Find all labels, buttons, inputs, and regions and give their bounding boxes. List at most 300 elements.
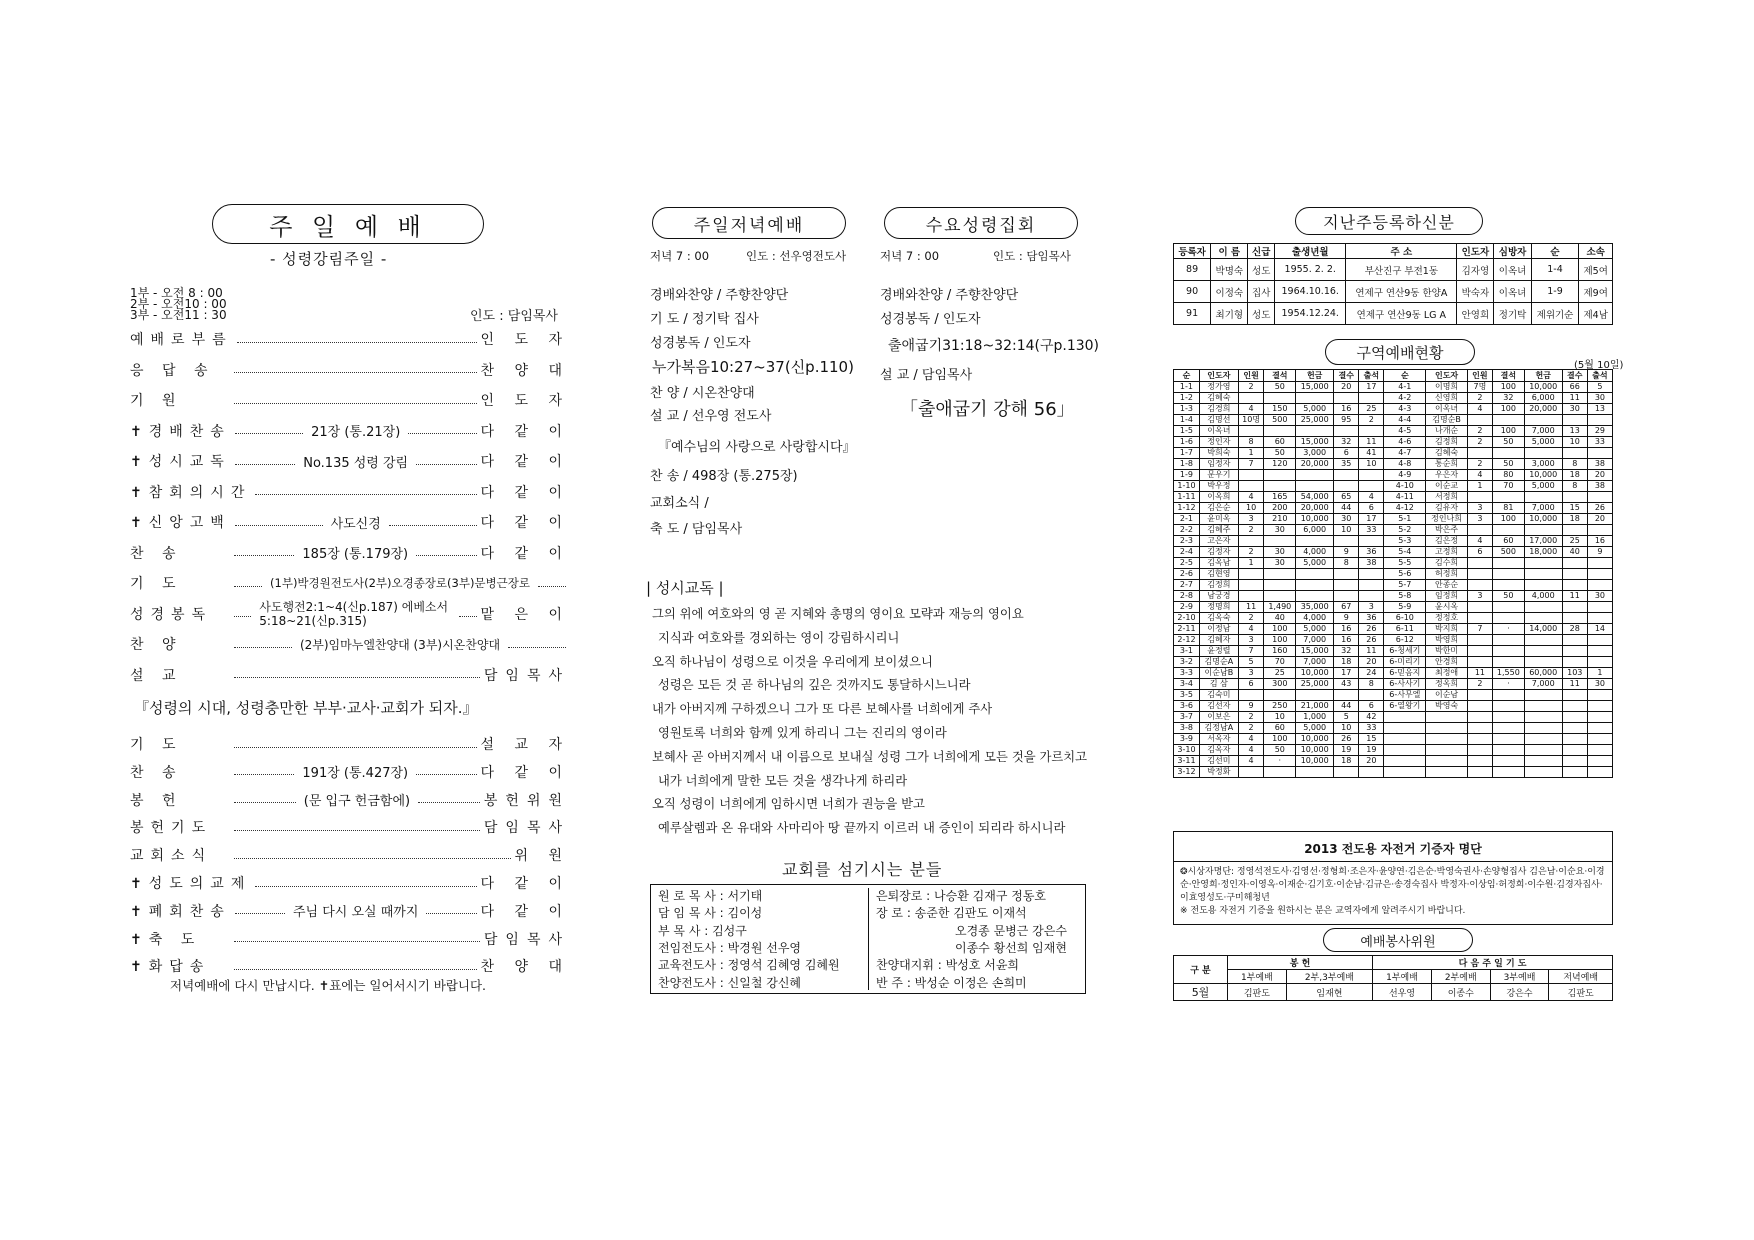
leader-dots [234, 403, 477, 404]
table-cell: 1-7 [1174, 448, 1200, 459]
table-cell: 9 [1587, 547, 1612, 558]
table-cell: 고정희 [1426, 547, 1468, 558]
table-cell [1492, 712, 1524, 723]
table-cell [1467, 448, 1492, 459]
table-cell [1524, 756, 1562, 767]
table-cell: 4 [1467, 404, 1492, 415]
table-cell: 3-5 [1174, 690, 1200, 701]
table-cell: 100 [1492, 426, 1524, 437]
district-header: 인원 [1467, 370, 1492, 382]
table-cell: 3 [1467, 591, 1492, 602]
table-cell: 25 [1264, 668, 1296, 679]
table-cell [1587, 613, 1612, 624]
table-cell: 7 [1238, 646, 1264, 657]
program-label: 찬 송 [130, 545, 183, 562]
table-cell: 최기형 [1211, 303, 1248, 325]
table-row [1174, 745, 1613, 756]
service-committee-title: 예배봉사위원 [1323, 928, 1473, 952]
table-cell: 28 [1562, 624, 1587, 635]
table-cell [1524, 602, 1562, 613]
table-cell: 11 [1467, 668, 1492, 679]
program-label: ✝신앙고백 [130, 515, 231, 531]
table-cell [1359, 393, 1384, 404]
table-cell: 우은자 [1426, 470, 1468, 481]
table-cell: 21,000 [1296, 701, 1334, 712]
table-cell [1426, 734, 1468, 745]
table-cell: 33 [1359, 723, 1384, 734]
program-label: 봉 헌 [130, 792, 183, 809]
table-row [1174, 470, 1613, 481]
program-person: 다 같 이 [480, 454, 570, 470]
table-cell: 김은정 [1426, 536, 1468, 547]
table-cell [1562, 415, 1587, 426]
table-cell: 5-6 [1384, 569, 1426, 580]
table-cell: 20,000 [1524, 404, 1562, 415]
table-cell [1334, 580, 1359, 591]
table-cell: 3,000 [1524, 459, 1562, 470]
table-row [1174, 536, 1613, 547]
leader-dots [255, 494, 476, 495]
table-cell: 3 [1359, 602, 1384, 613]
table-cell: 이순남 [1426, 690, 1468, 701]
table-cell: 2-3 [1174, 536, 1200, 547]
table-cell [1264, 536, 1296, 547]
program-person: 인 도 자 [480, 332, 570, 348]
table-cell [1296, 470, 1334, 481]
table-cell: 7 [1238, 459, 1264, 470]
table-cell: 이옥희 [1199, 492, 1238, 503]
program-label: 예배로부름 [130, 332, 233, 348]
table-cell: 32 [1492, 393, 1524, 404]
table-cell: 30 [1562, 404, 1587, 415]
table-cell: 10,000 [1296, 668, 1334, 679]
table-cell [1562, 734, 1587, 745]
table-cell [1359, 569, 1384, 580]
table-cell: 박우정 [1199, 481, 1238, 492]
reading-line: 예루살렘과 온 유대와 사마리아 땅 끝까지 이르러 내 증인이 되리라 하시니라 [658, 821, 1066, 836]
table-cell: 5-4 [1384, 547, 1426, 558]
wednesday-service-title: 수요성령집회 [884, 207, 1078, 239]
left-footer: 저녁예배에 다시 만납시다. ✝표에는 일어서시기 바랍니다. [170, 978, 487, 993]
table-cell: 정인자 [1199, 437, 1238, 448]
program-label: 찬 양 [130, 637, 183, 653]
table-cell: 13 [1587, 404, 1612, 415]
table-cell: 4,000 [1524, 591, 1562, 602]
table-cell: 제5여 [1579, 259, 1613, 281]
reading-line: 보혜사 곧 아버지께서 내 이름으로 보내실 성령 그가 너희에게 모든 것을 가르치고 [652, 749, 1087, 764]
table-cell [1467, 613, 1492, 624]
table-row [1174, 580, 1613, 591]
table-cell: 9 [1238, 701, 1264, 712]
table-cell: 10 [1562, 437, 1587, 448]
table-cell: 1-11 [1174, 492, 1200, 503]
table-cell: 연제구 연산9동 한양A [1346, 281, 1457, 303]
program-person: 설 교 자 [480, 737, 570, 753]
program-detail: 사도신경 [327, 513, 385, 532]
table-cell [1334, 690, 1359, 701]
table-cell: 26 [1359, 635, 1384, 646]
table-cell [1334, 591, 1359, 602]
table-cell [1467, 580, 1492, 591]
table-cell: 80 [1492, 470, 1524, 481]
table-cell: 김정희 [1199, 580, 1238, 591]
table-cell [1492, 646, 1524, 657]
program-label: 기 원 [130, 393, 183, 409]
table-cell: 4-1 [1384, 382, 1426, 393]
table-cell: 정인나희 [1426, 514, 1468, 525]
service-name: 이종수 [1431, 984, 1490, 1001]
table-cell: 11 [1562, 393, 1587, 404]
program-person: 찬 양 대 [480, 362, 570, 379]
table-cell: 5,000 [1524, 437, 1562, 448]
table-cell: 3-11 [1174, 756, 1200, 767]
table-cell: 70 [1264, 657, 1296, 668]
table-cell: 10 [1334, 525, 1359, 536]
reading-line: 성령은 모든 것 곧 하나님의 깊은 것까지도 통달하시느니라 [658, 678, 971, 693]
table-cell: 4,000 [1296, 613, 1334, 624]
table-cell: 이정남 [1199, 624, 1238, 635]
program-person: 담임목사 [483, 667, 570, 684]
table-cell: 6-믿음지 [1384, 668, 1426, 679]
table-cell: 4-2 [1384, 393, 1426, 404]
program-person: 다 같 이 [480, 484, 570, 501]
table-cell: 김 삼 [1199, 679, 1238, 690]
table-cell: 8 [1562, 459, 1587, 470]
table-cell: 35,000 [1296, 602, 1334, 613]
wednesday-line: 출애굽기31:18~32:14(구p.130) [888, 338, 1100, 354]
table-cell: 89 [1174, 259, 1211, 281]
program-label: 설 교 [130, 667, 183, 684]
table-row [1174, 734, 1613, 745]
table-cell: 18 [1562, 514, 1587, 525]
table-cell [1467, 635, 1492, 646]
program-row [130, 389, 570, 411]
table-cell: 남궁경 [1199, 591, 1238, 602]
table-cell [1524, 690, 1562, 701]
table-cell [1238, 591, 1264, 602]
table-cell [1524, 492, 1562, 503]
program-detail: 191장 (통.427장) [298, 762, 412, 781]
program-person: 다 같 이 [480, 545, 571, 562]
program-label: ✝축 도 [130, 931, 202, 948]
table-cell: 1-1 [1174, 382, 1200, 393]
table-cell: 김수희 [1426, 558, 1468, 569]
table-cell [1426, 745, 1468, 756]
table-cell: 1-8 [1174, 459, 1200, 470]
district-header: 인원 [1238, 370, 1264, 382]
newcomers-header: 신급 [1248, 244, 1275, 259]
table-cell [1238, 690, 1264, 701]
table-cell: 이옥녀 [1494, 281, 1531, 303]
servant-entry: 교육전도사 : 정영석 김혜영 김혜원 [658, 958, 840, 973]
table-cell: 2 [1238, 712, 1264, 723]
table-cell: 성도 [1248, 259, 1275, 281]
table-cell [1562, 690, 1587, 701]
table-cell: 44 [1334, 701, 1359, 712]
table-row [1174, 303, 1613, 325]
table-cell: 150 [1264, 404, 1296, 415]
table-cell: 19 [1359, 745, 1384, 756]
program-person: 다 같 이 [480, 903, 571, 920]
table-cell [1562, 558, 1587, 569]
table-cell [1384, 734, 1426, 745]
table-cell: 1-2 [1174, 393, 1200, 404]
table-cell [1264, 569, 1296, 580]
table-cell: 100 [1492, 404, 1524, 415]
servant-entry: 오경종 문병근 강은수 [955, 923, 1067, 938]
table-cell: 3 [1238, 635, 1264, 646]
table-cell: 임정자 [1199, 459, 1238, 470]
table-cell [1467, 756, 1492, 767]
district-header: 결석 [1264, 370, 1296, 382]
table-cell: 1,490 [1264, 602, 1296, 613]
program-person: 찬 양 대 [480, 959, 570, 976]
table-cell: 6-사사기 [1384, 679, 1426, 690]
table-cell: 6 [1359, 701, 1384, 712]
wednesday-sermon: 「출애굽기 강해 56」 [900, 399, 1075, 420]
table-cell [1587, 734, 1612, 745]
table-cell [1359, 481, 1384, 492]
program-detail: (2부)임마누엘찬양대 (3부)시온찬양대 [296, 636, 504, 653]
table-cell: 3-1 [1174, 646, 1200, 657]
table-cell: 1-4 [1174, 415, 1200, 426]
table-cell: 4 [1238, 624, 1264, 635]
table-cell: 2-10 [1174, 613, 1200, 624]
table-cell: 4,000 [1296, 547, 1334, 558]
table-cell: 25,000 [1296, 679, 1334, 690]
table-cell [1524, 767, 1562, 778]
table-cell: 32 [1334, 437, 1359, 448]
table-cell [1467, 569, 1492, 580]
program-detail: 185장 (통.179장) [298, 543, 412, 562]
program-person: 다 같 이 [480, 876, 570, 892]
table-row [1174, 393, 1613, 404]
wednesday-line: 성경봉독 / 인도자 [880, 312, 981, 327]
table-cell [1492, 635, 1524, 646]
program-row [130, 420, 570, 442]
reading-line: 영원토록 너희와 함께 있게 하리니 그는 진리의 영이라 [658, 726, 947, 740]
newcomers-header: 인도자 [1457, 244, 1494, 259]
service-sub: 1부예배 [1228, 970, 1287, 984]
table-cell: 1-6 [1174, 437, 1200, 448]
leader-dots [234, 747, 477, 748]
table-cell: 1-9 [1531, 281, 1579, 303]
table-cell: 5-5 [1384, 558, 1426, 569]
table-cell: 9 [1334, 613, 1359, 624]
table-cell [1492, 690, 1524, 701]
leader-dots [234, 802, 296, 803]
servant-entry: 원 로 목 사 : 서기태 [658, 889, 763, 903]
table-cell: 6 [1359, 503, 1384, 514]
table-cell: 5-3 [1384, 536, 1426, 547]
table-cell [1264, 481, 1296, 492]
table-cell [1334, 470, 1359, 481]
table-row [1174, 591, 1613, 602]
table-cell: 이옥녀 [1426, 404, 1468, 415]
table-cell [1492, 415, 1524, 426]
table-cell [1524, 712, 1562, 723]
table-row [1174, 668, 1613, 679]
table-cell: 3 [1238, 514, 1264, 525]
table-cell: 김혜주 [1199, 525, 1238, 536]
table-cell: 서옥자 [1199, 734, 1238, 745]
service-name: 김판도 [1549, 984, 1613, 1001]
table-cell: 10,000 [1296, 745, 1334, 756]
table-cell [1562, 613, 1587, 624]
table-row [1174, 690, 1613, 701]
table-cell: 18 [1334, 657, 1359, 668]
table-cell: 20,000 [1296, 459, 1334, 470]
program-row [130, 733, 570, 755]
program-detail: 주님 다시 오실 때까지 [289, 901, 422, 920]
leader-dots [426, 913, 476, 914]
district-header: 인도자 [1426, 370, 1468, 382]
table-cell: 4-7 [1384, 448, 1426, 459]
reading-line: 오직 성령이 너희에게 임하시면 너희가 권능을 받고 [652, 797, 925, 812]
table-cell [1467, 745, 1492, 756]
table-cell: 3 [1467, 514, 1492, 525]
table-cell: 70 [1492, 481, 1524, 492]
table-cell [1467, 415, 1492, 426]
table-cell: 17 [1359, 382, 1384, 393]
table-cell [1238, 536, 1264, 547]
table-cell [1264, 690, 1296, 701]
table-cell [1587, 635, 1612, 646]
table-cell: 300 [1264, 679, 1296, 690]
program-row [130, 761, 570, 783]
table-cell [1359, 690, 1384, 701]
leader-dots [416, 464, 476, 465]
district-header: 출석 [1359, 370, 1384, 382]
table-cell [1264, 591, 1296, 602]
table-cell [1264, 580, 1296, 591]
table-cell: 4 [1467, 470, 1492, 481]
table-cell: 6-미리기 [1384, 657, 1426, 668]
bike-note: ※ 전도용 자전거 기증을 원하시는 분은 교역자에게 알려주시기 바랍니다. [1180, 906, 1466, 916]
service-name: 선우영 [1373, 984, 1432, 1001]
table-cell [1492, 756, 1524, 767]
district-table [1173, 369, 1613, 778]
table-cell: 통순희 [1426, 459, 1468, 470]
leader-dots [416, 555, 476, 556]
table-cell: 1 [1587, 668, 1612, 679]
time-1: 1부 - 오전 8 : 00 [130, 286, 223, 300]
table-cell: 이순남B [1199, 668, 1238, 679]
sunday-leader: 인도 : 담임목사 [470, 309, 558, 324]
table-cell: 5 [1587, 382, 1612, 393]
service-table [1173, 955, 1613, 1001]
table-cell [1296, 393, 1334, 404]
sunday-service-title: 주 일 예 배 [212, 204, 484, 244]
table-cell: 33 [1359, 525, 1384, 536]
table-cell: 30 [1587, 591, 1612, 602]
table-cell: 1-5 [1174, 426, 1200, 437]
table-cell [1524, 635, 1562, 646]
table-cell: 5 [1238, 657, 1264, 668]
evening-line: 기 도 / 정기탁 집사 [650, 312, 759, 327]
table-cell: 30 [1587, 679, 1612, 690]
program-row [130, 572, 570, 594]
table-row [1174, 382, 1613, 393]
table-cell: 30 [1264, 547, 1296, 558]
table-cell: 4 [1238, 492, 1264, 503]
table-row [1174, 448, 1613, 459]
table-cell: 6-12 [1384, 635, 1426, 646]
table-cell [1492, 613, 1524, 624]
table-cell: 1-3 [1174, 404, 1200, 415]
service-col-offering: 봉 헌 [1228, 956, 1373, 970]
table-row [1174, 657, 1613, 668]
table-cell: 윤시옥 [1426, 602, 1468, 613]
newcomers-table [1173, 243, 1613, 325]
table-cell: 김현영 [1199, 569, 1238, 580]
table-cell: 8 [1359, 679, 1384, 690]
leader-dots [235, 913, 285, 914]
evening-line: 설 교 / 선우영 전도사 [650, 409, 772, 424]
table-cell: 25 [1359, 404, 1384, 415]
table-cell: 이보은 [1199, 712, 1238, 723]
table-cell: 200 [1264, 503, 1296, 514]
table-cell: 5,000 [1296, 558, 1334, 569]
table-cell [1587, 558, 1612, 569]
table-cell: 18 [1334, 756, 1359, 767]
table-cell: 65 [1334, 492, 1359, 503]
table-cell [1562, 602, 1587, 613]
table-cell [1296, 580, 1334, 591]
service-sub: 3부예배 [1490, 970, 1549, 984]
program-label: ✝화답송 [130, 959, 211, 976]
table-cell: 3-3 [1174, 668, 1200, 679]
table-cell: 제위기순 [1531, 303, 1579, 325]
table-cell: 6-사무엘 [1384, 690, 1426, 701]
table-cell [1359, 767, 1384, 778]
time-3: 3부 - 오전11 : 30 [130, 308, 227, 322]
table-cell: 2 [1359, 415, 1384, 426]
table-cell: 44 [1334, 503, 1359, 514]
table-cell: 6-10 [1384, 613, 1426, 624]
table-cell: 6,000 [1524, 393, 1562, 404]
leader-dots [234, 555, 294, 556]
table-cell [1467, 712, 1492, 723]
program-row [130, 542, 570, 564]
table-cell: 15 [1562, 503, 1587, 514]
table-cell [1587, 745, 1612, 756]
table-cell: 4-11 [1384, 492, 1426, 503]
table-cell: 43 [1334, 679, 1359, 690]
leader-dots [234, 774, 294, 775]
reading-line: 지식과 여호와를 경외하는 영이 강림하시리니 [658, 630, 900, 645]
table-cell: 160 [1264, 646, 1296, 657]
table-cell [1467, 657, 1492, 668]
program-row [130, 511, 570, 533]
leader-dots [389, 525, 477, 526]
table-row [1174, 492, 1613, 503]
table-cell [1296, 767, 1334, 778]
table-cell: 9 [1334, 547, 1359, 558]
table-cell [1296, 569, 1334, 580]
leader-dots [255, 886, 476, 887]
table-row [1174, 426, 1613, 437]
newcomers-header: 주 소 [1346, 244, 1457, 259]
table-cell [1426, 712, 1468, 723]
table-cell: 10 [1334, 723, 1359, 734]
service-sub: 2부,3부예배 [1286, 970, 1372, 984]
table-cell [1492, 525, 1524, 536]
table-cell: · [1264, 756, 1296, 767]
table-cell: 부산진구 부전1동 [1346, 259, 1457, 281]
table-row [1174, 701, 1613, 712]
table-cell: 1,000 [1296, 712, 1334, 723]
